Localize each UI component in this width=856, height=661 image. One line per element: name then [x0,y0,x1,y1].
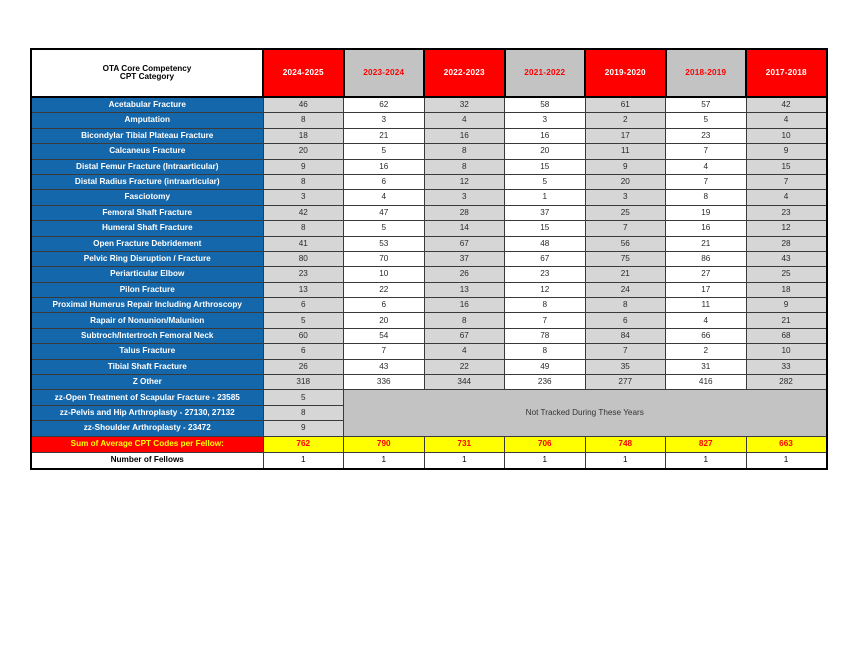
fellows-value-cell[interactable]: 1 [344,452,425,469]
column-header-year-3[interactable]: 2022-2023 [424,49,505,97]
table-cell-value[interactable]: 20 [344,313,425,328]
table-cell-value[interactable]: 15 [746,159,827,174]
table-cell-value[interactable]: 27 [666,267,747,282]
table-cell-value[interactable]: 11 [666,298,747,313]
table-cell-value[interactable]: 7 [505,313,586,328]
table-cell-value[interactable]: 18 [746,282,827,297]
table-cell-value[interactable]: 8 [424,313,505,328]
table-cell-value[interactable]: 12 [424,174,505,189]
table-cell-value[interactable]: 33 [746,359,827,374]
row-label-cell[interactable]: Z Other [31,375,263,390]
sum-value-cell[interactable]: 663 [746,436,827,452]
table-cell-value[interactable]: 8 [424,159,505,174]
table-row [31,205,827,220]
table-cell-value[interactable]: 16 [344,159,425,174]
table-cell-value[interactable]: 12 [746,221,827,236]
fellows-row [31,452,827,469]
cpt-table-container [30,48,826,470]
table-cell-value[interactable]: 344 [424,375,505,390]
table-header [31,49,827,97]
table-cell-value[interactable]: 21 [746,313,827,328]
table-cell-value[interactable]: 49 [505,359,586,374]
table-cell-value[interactable]: 57 [666,97,747,113]
table-cell-value[interactable]: 28 [424,205,505,220]
table-cell-value[interactable]: 22 [344,282,425,297]
sum-row-label: Sum of Average CPT Codes per Fellow: [31,436,263,452]
table-cell-value[interactable]: 4 [666,159,747,174]
row-label-cell[interactable]: Humeral Shaft Fracture [31,221,263,236]
fellows-value-cell[interactable]: 1 [505,452,586,469]
row-label-cell[interactable]: Pilon Fracture [31,282,263,297]
table-cell-value[interactable]: 3 [424,190,505,205]
table-cell-value[interactable]: 20 [585,174,666,189]
sum-value-cell[interactable]: 762 [263,436,344,452]
table-body [31,97,827,469]
table-cell-value[interactable]: 7 [666,144,747,159]
table-title-line2: CPT Category [119,72,175,81]
table-cell-value[interactable]: 5 [666,113,747,128]
table-row [31,113,827,128]
table-cell-value[interactable]: 16 [424,298,505,313]
table-cell-value[interactable]: 21 [344,128,425,143]
table-cell-value[interactable]: 8 [263,405,344,420]
table-cell-value[interactable]: 7 [746,174,827,189]
table-cell-value[interactable]: 8 [505,344,586,359]
table-cell-value[interactable]: 10 [746,128,827,143]
row-label-cell[interactable]: zz-Shoulder Arthroplasty - 23472 [31,421,263,436]
row-label-cell[interactable]: Distal Radius Fracture (intraarticular) [31,174,263,189]
row-label-cell[interactable]: Tibial Shaft Fracture [31,359,263,374]
table-cell-value[interactable]: 318 [263,375,344,390]
table-cell-value[interactable]: 16 [505,128,586,143]
table-cell-value[interactable]: 7 [585,221,666,236]
table-cell-value[interactable]: 8 [666,190,747,205]
table-cell-value[interactable]: 3 [263,190,344,205]
table-row [31,144,827,159]
table-cell-value[interactable]: 2 [585,113,666,128]
table-cell-value[interactable]: 8 [505,298,586,313]
table-cell-value[interactable]: 17 [585,128,666,143]
row-label-cell[interactable]: Subtroch/Intertroch Femoral Neck [31,328,263,343]
table-cell-value[interactable]: 58 [505,97,586,113]
table-cell-value[interactable]: 37 [424,251,505,266]
table-cell-value[interactable]: 11 [585,144,666,159]
table-cell-value[interactable]: 31 [666,359,747,374]
table-cell-value[interactable]: 35 [585,359,666,374]
table-cell-value[interactable]: 4 [424,344,505,359]
table-cell-value[interactable]: 17 [666,282,747,297]
table-cell-value[interactable]: 7 [585,344,666,359]
table-row [31,313,827,328]
table-cell-value[interactable]: 9 [585,159,666,174]
table-cell-value[interactable]: 13 [424,282,505,297]
table-cell-value[interactable]: 5 [263,313,344,328]
table-cell-value[interactable]: 22 [424,359,505,374]
table-cell-value[interactable]: 15 [505,221,586,236]
table-cell-value[interactable]: 336 [344,375,425,390]
row-label-cell[interactable]: Distal Femur Fracture (Intraarticular) [31,159,263,174]
table-cell-value[interactable]: 25 [746,267,827,282]
row-label-cell[interactable]: Calcaneus Fracture [31,144,263,159]
table-cell-value[interactable]: 53 [344,236,425,251]
fellows-value-cell[interactable]: 1 [263,452,344,469]
table-cell-value[interactable]: 37 [505,205,586,220]
table-cell-value[interactable]: 67 [424,328,505,343]
row-label-cell[interactable]: Bicondylar Tibial Plateau Fracture [31,128,263,143]
table-cell-value[interactable]: 25 [585,205,666,220]
table-cell-value[interactable]: 16 [424,128,505,143]
table-row [31,298,827,313]
table-cell-value[interactable]: 4 [746,113,827,128]
row-label-cell[interactable]: zz-Open Treatment of Scapular Fracture - 23585 [31,390,263,405]
table-cell-value[interactable]: 56 [585,236,666,251]
table-cell-value[interactable]: 60 [263,328,344,343]
table-cell-value[interactable]: 4 [666,313,747,328]
table-cell-value[interactable]: 47 [344,205,425,220]
table-cell-value[interactable]: 42 [746,97,827,113]
table-cell-value[interactable]: 416 [666,375,747,390]
table-row [31,174,827,189]
column-header-year-5[interactable]: 2019-2020 [585,49,666,97]
table-row [31,267,827,282]
table-cell-value[interactable]: 12 [505,282,586,297]
table-cell-value[interactable]: 8 [424,144,505,159]
column-header-year-4[interactable]: 2021-2022 [505,49,586,97]
table-cell-value[interactable]: 42 [263,205,344,220]
table-cell-value[interactable]: 15 [505,159,586,174]
table-cell-value[interactable]: 23 [746,205,827,220]
table-cell-value[interactable]: 43 [344,359,425,374]
table-row [31,328,827,343]
table-cell-value[interactable]: 66 [666,328,747,343]
sum-value-cell[interactable]: 748 [585,436,666,452]
row-label-cell[interactable]: Femoral Shaft Fracture [31,205,263,220]
table-cell-value[interactable]: 6 [585,313,666,328]
table-row [31,282,827,297]
fellows-value-cell[interactable]: 1 [746,452,827,469]
table-cell-value[interactable]: 4 [424,113,505,128]
row-label-cell[interactable]: Open Fracture Debridement [31,236,263,251]
table-cell-value[interactable]: 84 [585,328,666,343]
table-cell-value[interactable]: 80 [263,251,344,266]
table-cell-value[interactable]: 6 [344,298,425,313]
table-cell-value[interactable]: 5 [344,144,425,159]
row-label-cell[interactable]: Proximal Humerus Repair Including Arthroscopy [31,298,263,313]
table-cell-value[interactable]: 9 [263,421,344,436]
row-label-cell[interactable]: Talus Fracture [31,344,263,359]
table-row-untracked [31,390,827,405]
table-cell-value[interactable]: 3 [585,190,666,205]
table-cell-value[interactable]: 14 [424,221,505,236]
table-cell-value[interactable]: 4 [746,190,827,205]
table-cell-value[interactable]: 67 [424,236,505,251]
table-cell-value[interactable]: 46 [263,97,344,113]
table-cell-value[interactable]: 61 [585,97,666,113]
row-label-cell[interactable]: Acetabular Fracture [31,97,263,113]
table-row [31,97,827,113]
fellows-value-cell[interactable]: 1 [424,452,505,469]
table-cell-value[interactable]: 6 [263,298,344,313]
table-cell-value[interactable]: 23 [263,267,344,282]
column-header-year-7[interactable]: 2017-2018 [746,49,827,97]
table-cell-value[interactable]: 48 [505,236,586,251]
table-cell-value[interactable]: 70 [344,251,425,266]
table-cell-value[interactable]: 3 [505,113,586,128]
table-cell-value[interactable]: 236 [505,375,586,390]
table-title-line1: OTA Core Competency [102,63,192,73]
sum-value-cell[interactable]: 731 [424,436,505,452]
table-row [31,128,827,143]
table-cell-value[interactable]: 26 [263,359,344,374]
table-cell-value[interactable]: 21 [666,236,747,251]
column-header-year-1[interactable]: 2024-2025 [263,49,344,97]
row-label-cell[interactable]: Amputation [31,113,263,128]
table-cell-value[interactable]: 2 [666,344,747,359]
table-cell-value[interactable]: 9 [263,159,344,174]
sum-value-cell[interactable]: 827 [666,436,747,452]
table-cell-value[interactable]: 54 [344,328,425,343]
table-row [31,344,827,359]
table-cell-value[interactable]: 9 [746,298,827,313]
table-cell-value[interactable]: 86 [666,251,747,266]
table-cell-value[interactable]: 7 [666,174,747,189]
row-label-cell[interactable]: Fasciotomy [31,190,263,205]
table-cell-value[interactable]: 62 [344,97,425,113]
table-row [31,375,827,390]
fellows-value-cell[interactable]: 1 [666,452,747,469]
table-cell-value[interactable]: 19 [666,205,747,220]
table-cell-value[interactable]: 75 [585,251,666,266]
table-cell-value[interactable]: 282 [746,375,827,390]
row-label-cell[interactable]: Pelvic Ring Disruption / Fracture [31,251,263,266]
row-label-cell[interactable]: zz-Pelvis and Hip Arthroplasty - 27130, 27132 [31,405,263,420]
table-row [31,190,827,205]
table-cell-value[interactable]: 20 [263,144,344,159]
table-cell-value[interactable]: 23 [666,128,747,143]
row-label-cell[interactable]: Rapair of Nonunion/Malunion [31,313,263,328]
table-cell-value[interactable]: 10 [344,267,425,282]
table-cell-value[interactable]: 32 [424,97,505,113]
table-title-cell [31,49,263,97]
table-row [31,236,827,251]
table-cell-value[interactable]: 16 [666,221,747,236]
table-cell-value[interactable]: 5 [505,174,586,189]
column-header-year-6[interactable]: 2018-2019 [666,49,747,97]
table-row [31,359,827,374]
table-row [31,251,827,266]
table-cell-value[interactable]: 4 [344,190,425,205]
table-cell-value[interactable]: 67 [505,251,586,266]
table-cell-value[interactable]: 8 [263,113,344,128]
column-header-year-2[interactable]: 2023-2024 [344,49,425,97]
table-cell-value[interactable]: 1 [505,190,586,205]
table-cell-value[interactable]: 5 [344,221,425,236]
not-tracked-block: Not Tracked During These Years [344,390,827,436]
table-row [31,221,827,236]
sum-value-cell[interactable]: 790 [344,436,425,452]
table-cell-value[interactable]: 28 [746,236,827,251]
table-row [31,159,827,174]
table-cell-value[interactable]: 10 [746,344,827,359]
sum-row [31,436,827,452]
table-cell-value[interactable]: 13 [263,282,344,297]
table-cell-value[interactable]: 8 [585,298,666,313]
table-cell-value[interactable]: 26 [424,267,505,282]
table-cell-value[interactable]: 9 [746,144,827,159]
table-cell-value[interactable]: 5 [263,390,344,405]
table-cell-value[interactable]: 6 [344,174,425,189]
table-cell-value[interactable]: 6 [263,344,344,359]
table-cell-value[interactable]: 78 [505,328,586,343]
table-cell-value[interactable]: 23 [505,267,586,282]
table-cell-value[interactable]: 8 [263,221,344,236]
table-cell-value[interactable]: 68 [746,328,827,343]
header-row [31,49,827,97]
table-cell-value[interactable]: 8 [263,174,344,189]
sum-value-cell[interactable]: 706 [505,436,586,452]
table-cell-value[interactable]: 277 [585,375,666,390]
fellows-value-cell[interactable]: 1 [585,452,666,469]
table-cell-value[interactable]: 43 [746,251,827,266]
table-cell-value[interactable]: 41 [263,236,344,251]
table-cell-value[interactable]: 21 [585,267,666,282]
table-cell-value[interactable]: 3 [344,113,425,128]
table-cell-value[interactable]: 24 [585,282,666,297]
table-cell-value[interactable]: 7 [344,344,425,359]
fellows-row-label: Number of Fellows [31,452,263,469]
table-cell-value[interactable]: 20 [505,144,586,159]
ota-core-competency-table [30,48,828,470]
row-label-cell[interactable]: Periarticular Elbow [31,267,263,282]
table-cell-value[interactable]: 18 [263,128,344,143]
